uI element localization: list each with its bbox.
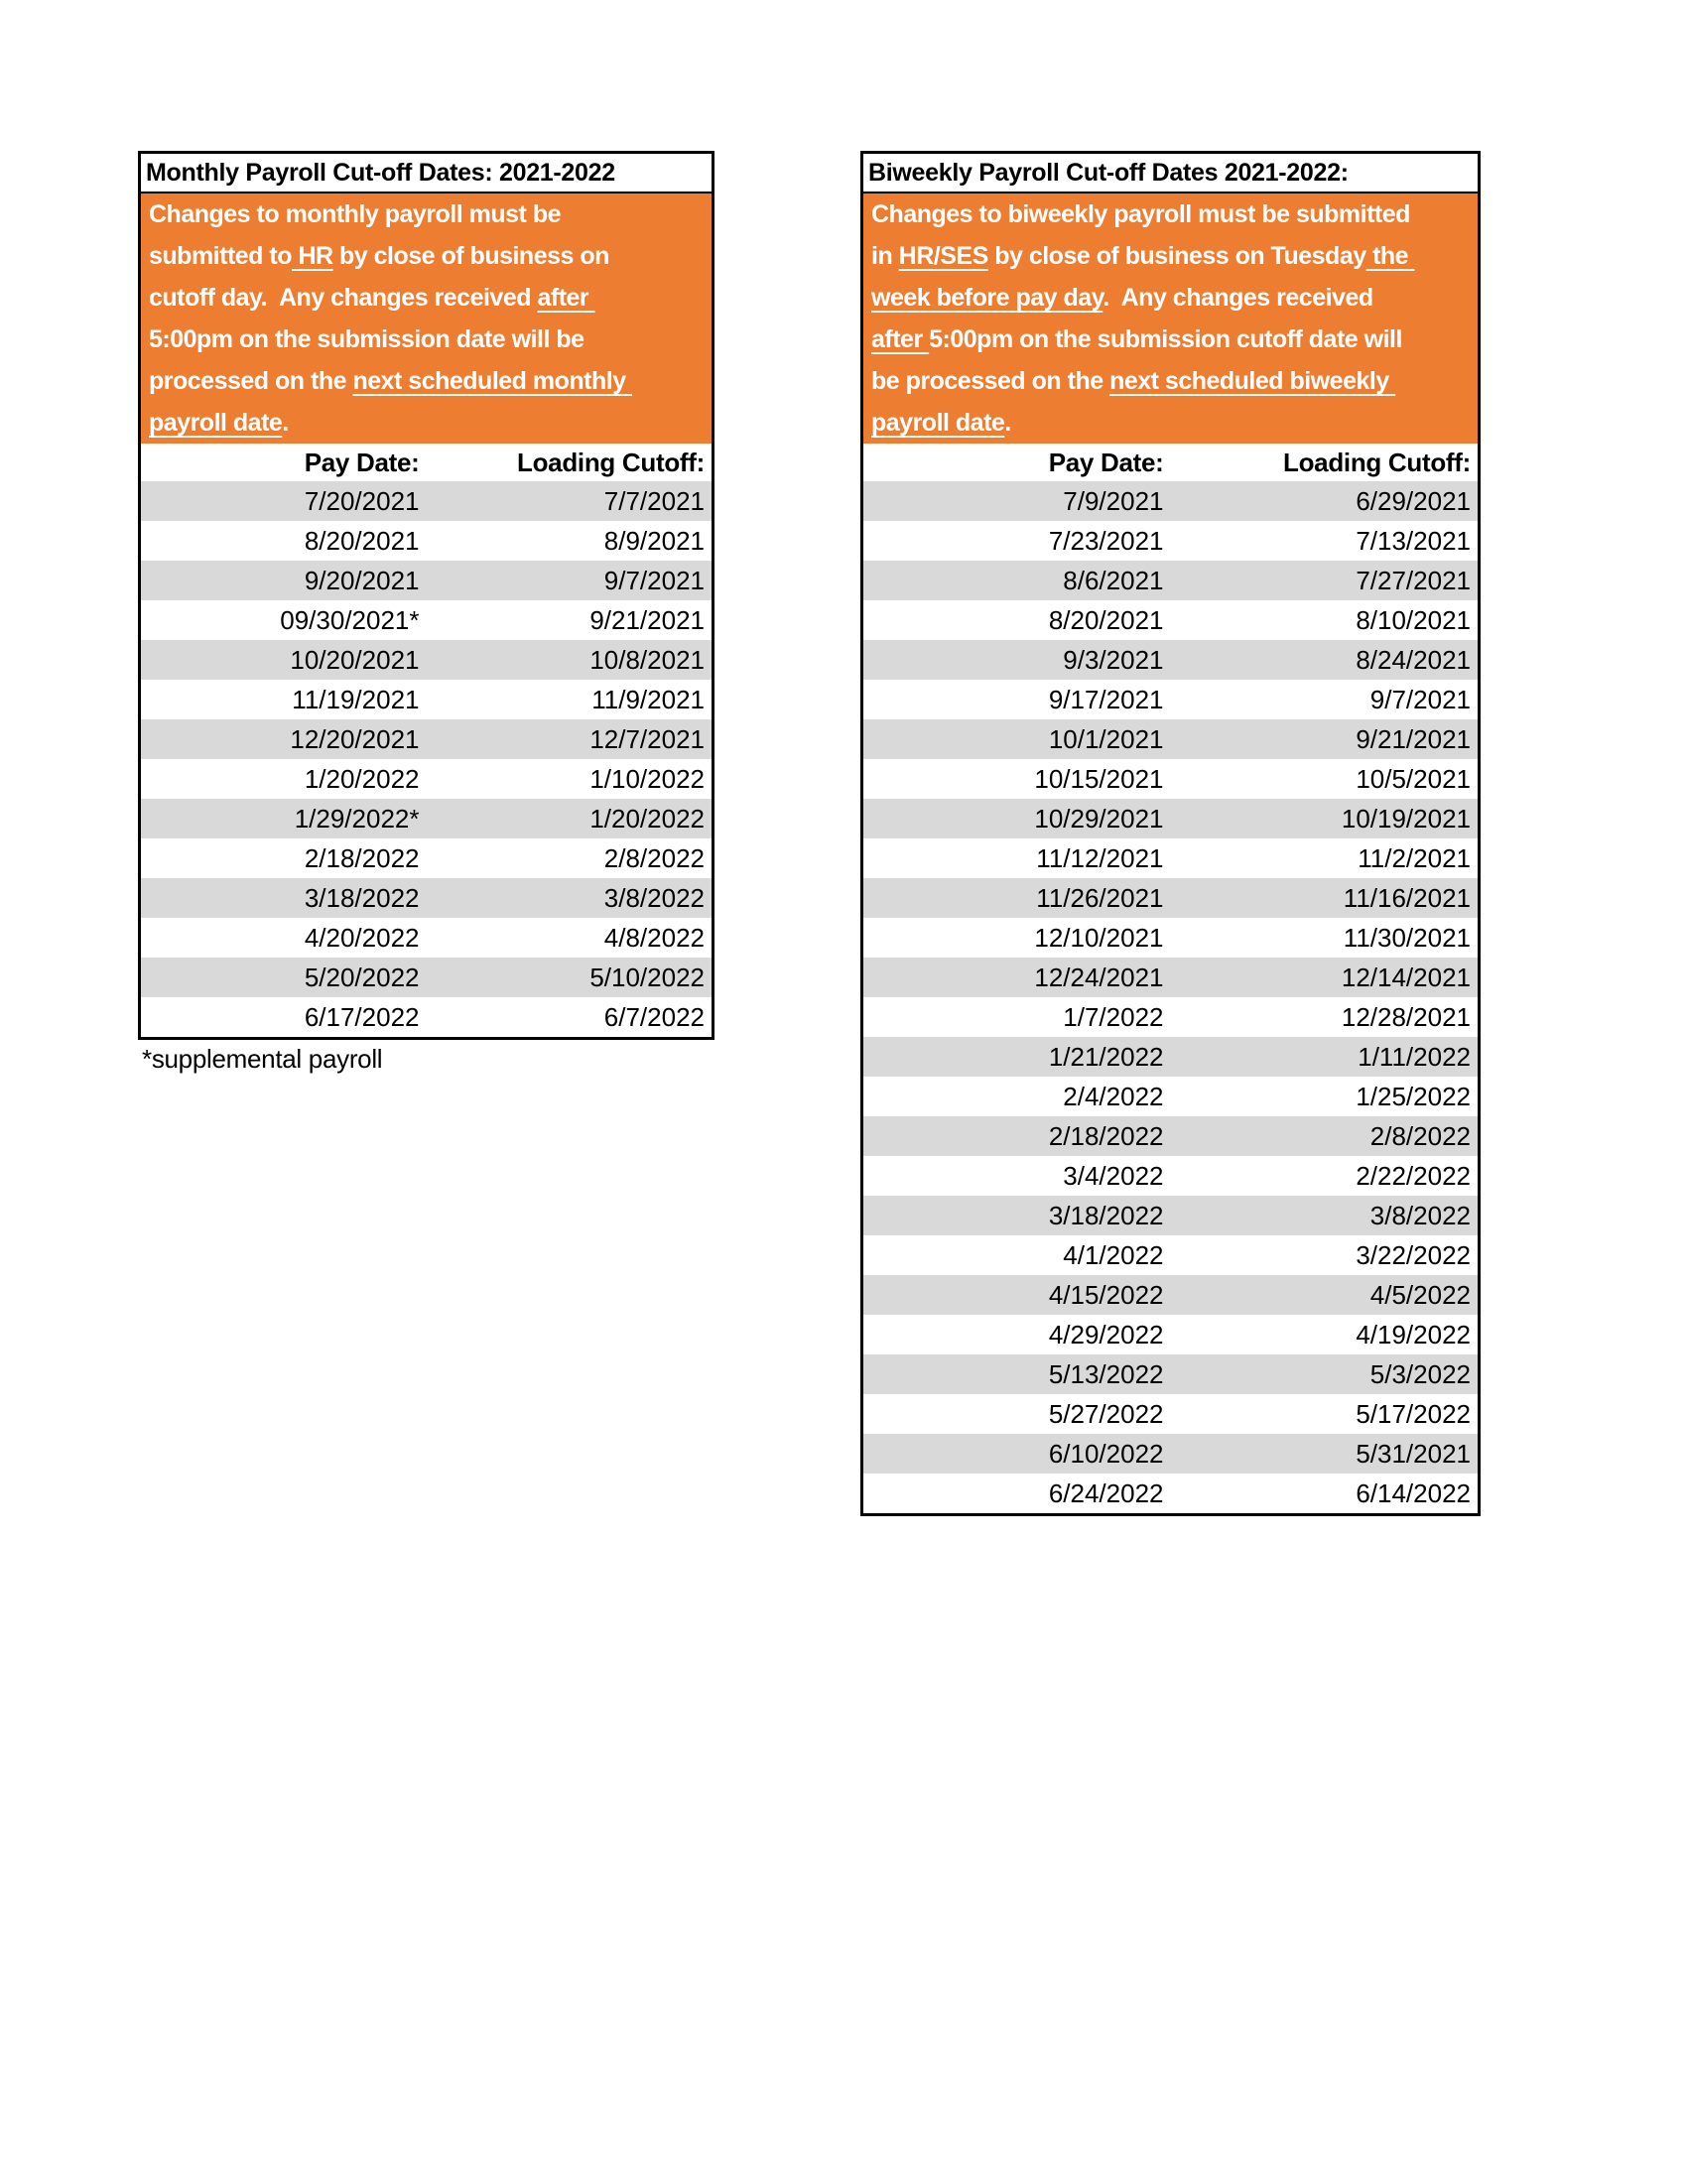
date-cell: 11/16/2021	[1343, 882, 1471, 913]
date-cell: 9/3/2021	[1063, 644, 1164, 675]
date-cell: 6/14/2022	[1356, 1477, 1471, 1508]
date-cell: 11/12/2021	[1036, 842, 1164, 873]
date-cell: 9/21/2021	[589, 604, 705, 635]
date-cell: 4/20/2022	[304, 922, 420, 953]
table-row	[141, 719, 712, 759]
table-row	[863, 1434, 1478, 1474]
date-cell: 4/15/2022	[1048, 1279, 1164, 1310]
date-cell: 5/3/2022	[1369, 1358, 1471, 1389]
date-cell: 8/20/2021	[304, 525, 420, 556]
note-text: .	[1004, 409, 1011, 437]
biweekly-payroll-table	[860, 151, 1481, 1516]
table-row	[141, 521, 712, 561]
date-cell: 2/22/2022	[1356, 1160, 1471, 1191]
table-row	[863, 1235, 1478, 1275]
date-cell: 1/10/2022	[589, 763, 705, 794]
biweekly-loading-cutoff-header: Loading Cutoff:	[1283, 447, 1471, 477]
date-cell: 7/27/2021	[1356, 565, 1471, 595]
date-cell: 8/6/2021	[1063, 565, 1164, 595]
date-cell: 11/26/2021	[1036, 882, 1164, 913]
note-text: submitted to	[149, 242, 292, 270]
date-cell: 3/8/2022	[1369, 1200, 1471, 1230]
date-cell: 12/14/2021	[1341, 962, 1471, 992]
date-cell: 10/8/2021	[589, 644, 705, 675]
date-cell: 4/19/2022	[1356, 1319, 1471, 1349]
underlined-text: HR/SES	[898, 242, 988, 270]
note-text: .	[282, 409, 289, 437]
underlined-text: payroll date	[149, 409, 283, 437]
date-cell: 5/27/2022	[1048, 1398, 1164, 1429]
note-line	[871, 277, 1470, 319]
table-row	[863, 1077, 1478, 1116]
date-cell: 11/19/2021	[292, 684, 420, 714]
date-cell: 1/25/2022	[1356, 1081, 1471, 1111]
table-row	[141, 481, 712, 521]
table-row	[141, 997, 712, 1037]
date-cell: 2/18/2022	[304, 842, 420, 873]
date-cell: 7/20/2021	[304, 485, 420, 516]
note-line	[149, 360, 704, 402]
note-text: . Any changes received	[1103, 284, 1373, 312]
table-row	[863, 719, 1478, 759]
monthly-table-note	[141, 193, 712, 444]
table-row	[863, 918, 1478, 958]
underlined-text: payroll date	[871, 409, 1005, 437]
date-cell: 9/7/2021	[1369, 684, 1471, 714]
date-cell: 6/29/2021	[1356, 485, 1471, 516]
date-cell: 1/11/2022	[1358, 1041, 1471, 1072]
date-cell: 5/17/2022	[1356, 1398, 1471, 1429]
table-row	[863, 680, 1478, 719]
note-text: in	[871, 242, 899, 270]
date-cell: 8/10/2021	[1356, 604, 1471, 635]
date-cell: 4/29/2022	[1048, 1319, 1164, 1349]
biweekly-pay-date-header: Pay Date:	[1048, 447, 1164, 477]
table-row	[141, 958, 712, 997]
date-cell: 1/21/2022	[1048, 1041, 1164, 1072]
table-row	[141, 600, 712, 640]
date-cell: 1/29/2022*	[294, 803, 420, 834]
table-row	[141, 838, 712, 878]
date-cell: 9/7/2021	[603, 565, 705, 595]
table-row	[863, 878, 1478, 918]
table-row	[863, 600, 1478, 640]
underlined-text: after	[537, 284, 595, 312]
monthly-column-headers	[141, 444, 712, 481]
date-cell: 7/13/2021	[1356, 525, 1471, 556]
date-cell: 6/7/2022	[603, 1001, 705, 1032]
date-cell: 3/18/2022	[304, 882, 420, 913]
date-cell: 4/8/2022	[603, 922, 705, 953]
table-row	[863, 1037, 1478, 1077]
date-cell: 10/20/2021	[290, 644, 420, 675]
date-cell: 6/17/2022	[304, 1001, 420, 1032]
table-row	[863, 640, 1478, 680]
table-row	[863, 1354, 1478, 1394]
date-cell: 1/20/2022	[589, 803, 705, 834]
underlined-text: after	[871, 325, 930, 353]
biweekly-column-headers	[863, 444, 1478, 481]
note-line	[149, 402, 704, 444]
date-cell: 8/24/2021	[1356, 644, 1471, 675]
note-text: Changes to monthly payroll must be	[149, 200, 561, 228]
table-row	[863, 838, 1478, 878]
table-row	[141, 561, 712, 600]
note-line	[871, 402, 1470, 444]
table-row	[863, 799, 1478, 838]
table-row	[863, 958, 1478, 997]
date-cell: 7/9/2021	[1063, 485, 1164, 516]
table-row	[863, 1474, 1478, 1513]
underlined-text: the	[1365, 242, 1415, 270]
table-row	[863, 759, 1478, 799]
biweekly-table-title: Biweekly Payroll Cut-off Dates 2021-2022:	[863, 154, 1478, 193]
table-row	[863, 1116, 1478, 1156]
table-row	[863, 1315, 1478, 1354]
date-cell: 7/7/2021	[603, 485, 705, 516]
date-cell: 12/10/2021	[1034, 922, 1164, 953]
table-row	[141, 759, 712, 799]
date-cell: 1/20/2022	[304, 763, 420, 794]
monthly-rows	[141, 481, 712, 1037]
note-text: cutoff day. Any changes received	[149, 284, 538, 312]
date-cell: 5/20/2022	[304, 962, 420, 992]
date-cell: 10/29/2021	[1034, 803, 1164, 834]
table-row	[141, 640, 712, 680]
note-text: 5:00pm on the submission cutoff date will	[929, 325, 1402, 353]
monthly-table-title: Monthly Payroll Cut-off Dates: 2021-2022	[141, 154, 712, 193]
note-text: Changes to biweekly payroll must be submitted	[871, 200, 1410, 228]
date-cell: 8/20/2021	[1048, 604, 1164, 635]
date-cell: 4/1/2022	[1063, 1239, 1164, 1270]
date-cell: 5/10/2022	[589, 962, 705, 992]
note-line	[149, 235, 704, 277]
date-cell: 5/31/2021	[1356, 1438, 1471, 1469]
table-row	[863, 561, 1478, 600]
note-line	[149, 319, 704, 360]
table-row	[863, 1275, 1478, 1315]
date-cell: 12/20/2021	[290, 723, 420, 754]
note-line	[871, 360, 1470, 402]
date-cell: 11/30/2021	[1343, 922, 1471, 953]
date-cell: 2/18/2022	[1048, 1120, 1164, 1151]
date-cell: 7/23/2021	[1048, 525, 1164, 556]
table-row	[863, 1196, 1478, 1235]
monthly-payroll-table	[138, 151, 714, 1040]
table-row	[141, 680, 712, 719]
note-line	[149, 193, 704, 235]
date-cell: 2/4/2022	[1063, 1081, 1164, 1111]
note-line	[871, 193, 1470, 235]
date-cell: 2/8/2022	[603, 842, 705, 873]
table-row	[141, 878, 712, 918]
note-text: 5:00pm on the submission date will be	[149, 325, 584, 353]
date-cell: 4/5/2022	[1369, 1279, 1471, 1310]
date-cell: 1/7/2022	[1063, 1001, 1164, 1032]
date-cell: 3/18/2022	[1048, 1200, 1164, 1230]
date-cell: 3/4/2022	[1063, 1160, 1164, 1191]
table-row	[863, 1394, 1478, 1434]
monthly-loading-cutoff-header: Loading Cutoff:	[517, 447, 705, 477]
date-cell: 09/30/2021*	[280, 604, 420, 635]
date-cell: 12/24/2021	[1034, 962, 1164, 992]
table-row	[863, 997, 1478, 1037]
date-cell: 5/13/2022	[1048, 1358, 1164, 1389]
table-row	[863, 521, 1478, 561]
monthly-pay-date-header: Pay Date:	[304, 447, 420, 477]
note-text: processed on the	[149, 367, 353, 395]
date-cell: 11/2/2021	[1358, 842, 1471, 873]
date-cell: 10/19/2021	[1341, 803, 1471, 834]
table-row	[141, 918, 712, 958]
note-text: by close of business on	[332, 242, 609, 270]
underlined-text: HR	[292, 242, 333, 270]
supplemental-payroll-footnote: *supplemental payroll	[142, 1044, 383, 1074]
table-row	[863, 1156, 1478, 1196]
date-cell: 11/9/2021	[591, 684, 705, 714]
note-line	[871, 319, 1470, 360]
date-cell: 6/10/2022	[1048, 1438, 1164, 1469]
date-cell: 6/24/2022	[1048, 1477, 1164, 1508]
note-text: be processed on the	[871, 367, 1110, 395]
date-cell: 8/9/2021	[603, 525, 705, 556]
date-cell: 3/8/2022	[603, 882, 705, 913]
date-cell: 9/17/2021	[1048, 684, 1164, 714]
note-line	[871, 235, 1470, 277]
date-cell: 9/21/2021	[1356, 723, 1471, 754]
date-cell: 12/28/2021	[1341, 1001, 1471, 1032]
note-line	[149, 277, 704, 319]
date-cell: 9/20/2021	[304, 565, 420, 595]
underlined-text: next scheduled monthly	[352, 367, 633, 395]
biweekly-rows	[863, 481, 1478, 1513]
date-cell: 2/8/2022	[1369, 1120, 1471, 1151]
note-text: by close of business on Tuesday	[987, 242, 1366, 270]
date-cell: 12/7/2021	[589, 723, 705, 754]
date-cell: 10/1/2021	[1048, 723, 1164, 754]
date-cell: 3/22/2022	[1356, 1239, 1471, 1270]
table-row	[141, 799, 712, 838]
underlined-text: next scheduled biweekly	[1109, 367, 1396, 395]
underlined-text: week before pay day	[871, 284, 1103, 312]
table-row	[863, 481, 1478, 521]
biweekly-table-note	[863, 193, 1478, 444]
date-cell: 10/5/2021	[1356, 763, 1471, 794]
date-cell: 10/15/2021	[1034, 763, 1164, 794]
